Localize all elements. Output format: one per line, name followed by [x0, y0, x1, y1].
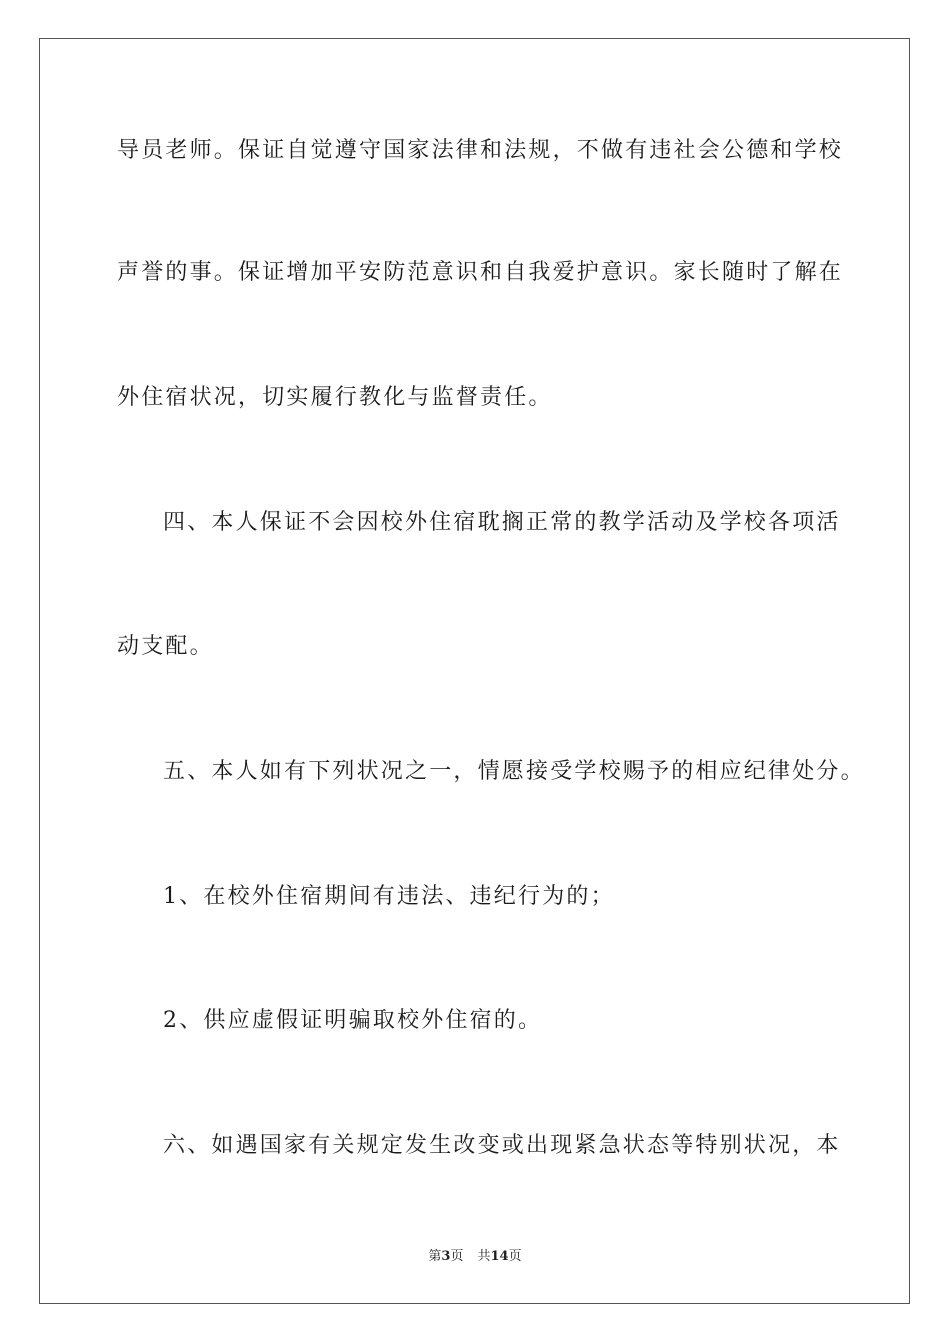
paragraph-line-3: 外住宿状况，切实履行教化与监督责任。	[117, 385, 553, 410]
paragraph-line-2: 声誉的事。保证增加平安防范意识和自我爱护意识。家长随时了解在	[117, 260, 844, 285]
paragraph-line-9: 六、如遇国家有关规定发生改变或出现紧急状态等特别状况，本	[163, 1133, 841, 1158]
page-border	[39, 38, 910, 1304]
footer-total-prefix: 共	[477, 1249, 491, 1264]
footer-page-prefix: 第	[428, 1249, 442, 1264]
paragraph-line-6: 五、本人如有下列状况之一，情愿接受学校赐予的相应纪律处分。	[163, 759, 865, 784]
footer-total-pages: 14	[490, 1249, 509, 1264]
page-footer	[0, 1249, 950, 1265]
footer-page-suffix: 页	[450, 1249, 464, 1264]
footer-page-number: 3	[441, 1249, 451, 1264]
paragraph-line-5: 动支配。	[117, 634, 214, 659]
list-item-1: 1、在校外住宿期间有违法、违纪行为的；	[163, 884, 615, 909]
paragraph-line-1: 导员老师。保证自觉遵守国家法律和法规，不做有违社会公德和学校	[117, 138, 844, 163]
footer-total-suffix: 页	[508, 1249, 522, 1264]
list-item-2: 2、供应虚假证明骗取校外住宿的。	[163, 1008, 543, 1033]
paragraph-line-4: 四、本人保证不会因校外住宿耽搁正常的教学活动及学校各项活	[163, 510, 841, 535]
